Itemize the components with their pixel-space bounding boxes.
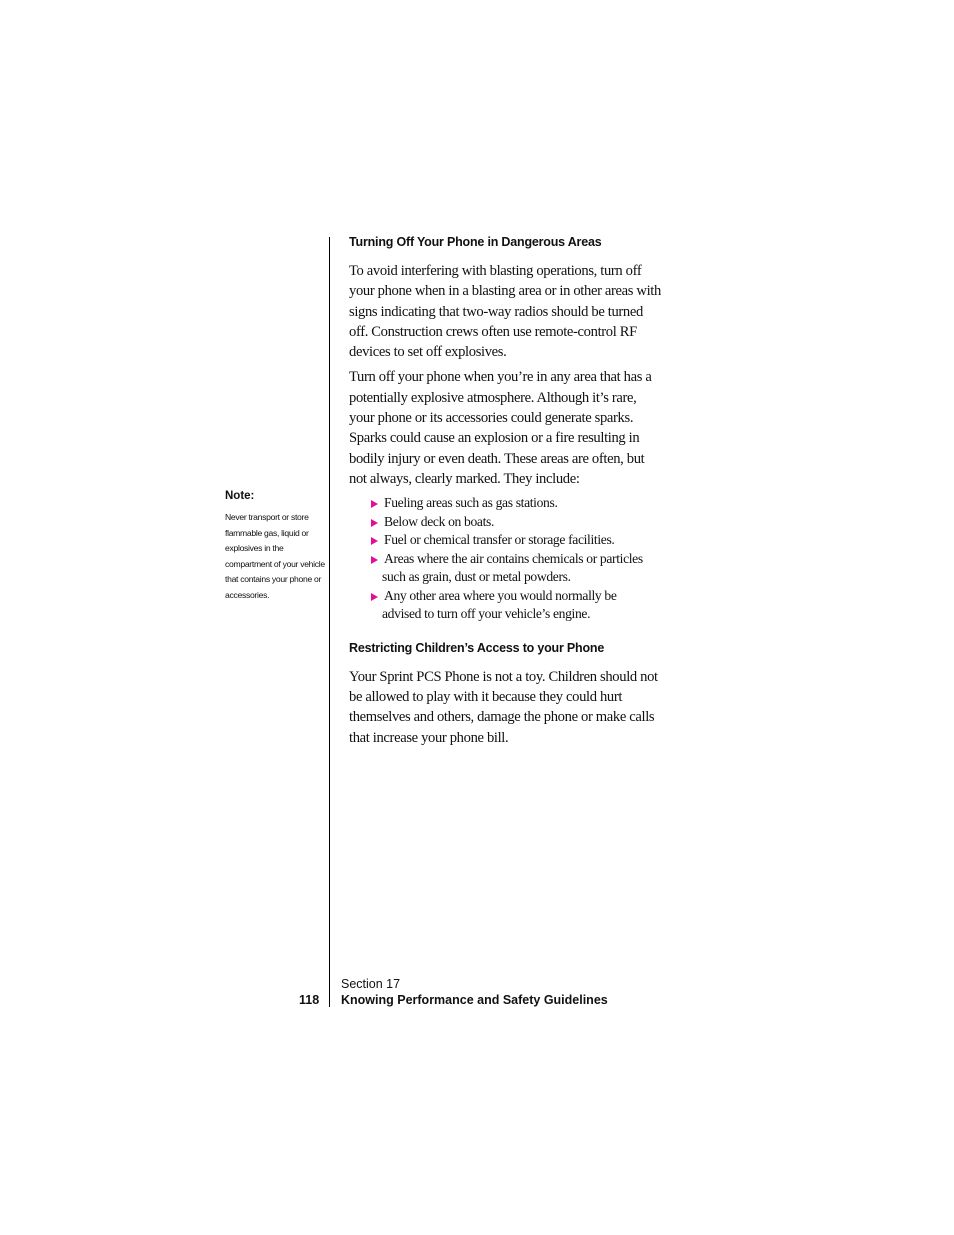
list-item: Areas where the air contains chemicals or particles such as grain, dust or metal powders. [369, 550, 650, 587]
footer-section-title: Knowing Performance and Safety Guidelines [341, 993, 608, 1007]
triangle-bullet-icon [371, 537, 378, 545]
triangle-bullet-icon [371, 500, 378, 508]
footer-section-label: Section 17 [341, 977, 401, 991]
main-content [349, 232, 661, 753]
vertical-rule [329, 237, 330, 1007]
triangle-bullet-icon [371, 556, 378, 564]
page-number: 118 [299, 993, 320, 1007]
note-title: Note: [225, 490, 255, 502]
section-heading-dangerous-areas: Turning Off Your Phone in Dangerous Areas [349, 235, 602, 249]
list-item: Below deck on boats. [369, 513, 650, 532]
list-item: Fueling areas such as gas stations. [369, 494, 650, 513]
hazard-list [349, 494, 661, 624]
list-item: Fuel or chemical transfer or storage facilities. [369, 531, 650, 550]
section-heading-children-access: Restricting Children’s Access to your Phone [349, 640, 605, 655]
note-body: Never transport or store flammable gas, liquid or explosives in the compartment of your vehicle that contains your phone or accessories. [225, 512, 325, 600]
paragraph-children: Your Sprint PCS Phone is not a toy. Children should not be allowed to play with it because they could hurt themselves and others, damage the phone or make calls that increase your phone bill. [349, 668, 658, 746]
triangle-bullet-icon [371, 593, 378, 601]
paragraph-blasting: To avoid interfering with blasting operations, turn off your phone when in a blasting area or in other areas with signs indicating that two-way radios should be turned off. Construction crews often use remote-control RF devices to set off explosives. [349, 263, 661, 361]
triangle-bullet-icon [371, 519, 378, 527]
list-item: Any other area where you would normally be advised to turn off your vehicle’s engine. [369, 587, 650, 624]
paragraph-explosive-atmosphere: Turn off your phone when you’re in any area that has a potentially explosive atmosphere. Although it’s rare, your phone or its accessories could generate sparks. Sparks could cause an explosion or a fire resulting in bodily injury or even death. These areas are often, but not always, clearly marked. They include: [349, 369, 652, 487]
side-note [225, 488, 325, 604]
